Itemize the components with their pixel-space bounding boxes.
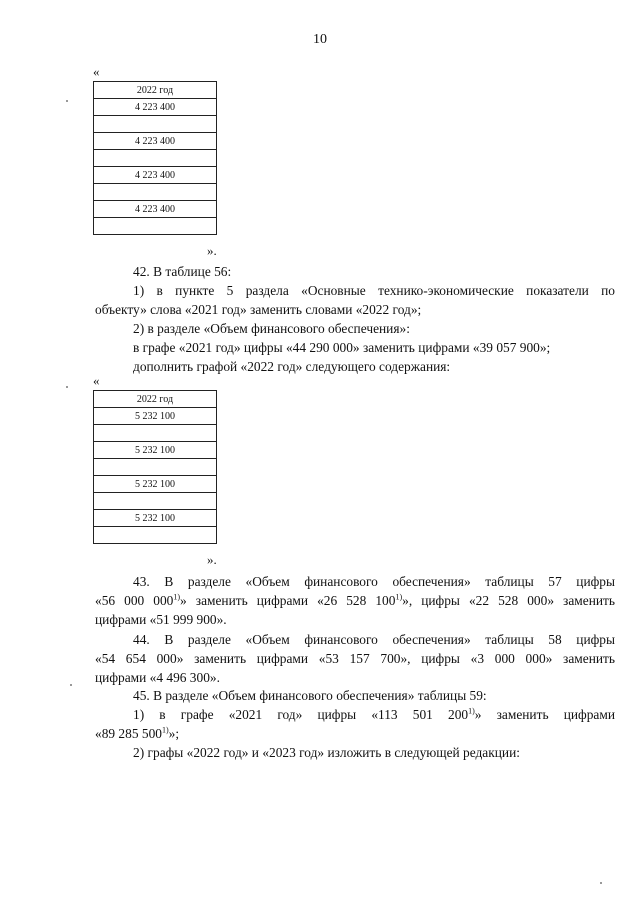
table-cell-empty bbox=[94, 493, 217, 510]
item-line: цифрами «51 999 900». bbox=[95, 612, 227, 627]
scan-speck bbox=[600, 882, 602, 884]
table-header: 2022 год bbox=[94, 391, 217, 408]
item-line: 1) в пункте 5 раздела «Основные технико-экономические показатели по bbox=[133, 283, 615, 298]
item-line: цифрами «4 496 300». bbox=[95, 670, 220, 685]
item-line: дополнить графой «2022 год» следующего содержания: bbox=[133, 359, 451, 374]
scan-speck bbox=[66, 100, 68, 102]
item-line: «54 654 000» заменить цифрами «53 157 700», цифры «3 000 000» заменить bbox=[95, 651, 615, 666]
paragraph-44 bbox=[95, 630, 615, 687]
table-header: 2022 год bbox=[94, 82, 217, 99]
item-title: 42. В таблице 56: bbox=[133, 264, 232, 279]
item-line: 2) в разделе «Объем финансового обеспечения»: bbox=[133, 321, 410, 336]
table-cell: 4 223 400 bbox=[94, 99, 217, 116]
paragraph-45 bbox=[95, 686, 615, 762]
table-2022-a bbox=[93, 81, 217, 235]
table-cell-empty bbox=[94, 459, 217, 476]
table-cell-empty bbox=[94, 218, 217, 235]
item-line: объекту» слова «2021 год» заменить словами «2022 год»; bbox=[95, 302, 422, 317]
table-cell-empty bbox=[94, 116, 217, 133]
table-cell-empty bbox=[94, 150, 217, 167]
table-cell: 4 223 400 bbox=[94, 133, 217, 150]
item-line: 2) графы «2022 год» и «2023 год» изложить в следующей редакции: bbox=[133, 745, 520, 760]
page-number: 10 bbox=[313, 32, 327, 47]
paragraph-43 bbox=[95, 572, 615, 629]
item-line: «56 000 000$^{1)}$» заменить цифрами «26 528 100$^{1)}$», цифры «22 528 000» заменить bbox=[95, 592, 615, 608]
item-line: 1) в графе «2021 год» цифры «113 501 200$^{1)}$» заменить цифрами bbox=[133, 706, 616, 722]
open-quote: « bbox=[93, 373, 100, 388]
table-cell-empty bbox=[94, 184, 217, 201]
table-cell: 5 232 100 bbox=[94, 408, 217, 425]
item-line: в графе «2021 год» цифры «44 290 000» заменить цифрами «39 057 900»; bbox=[133, 340, 551, 355]
item-line: «89 285 500$^{1)}$»; bbox=[95, 725, 180, 741]
scan-speck bbox=[66, 386, 68, 388]
open-quote: « bbox=[93, 64, 100, 79]
close-quote: ». bbox=[207, 552, 217, 567]
table-cell: 4 223 400 bbox=[94, 167, 217, 184]
close-quote: ». bbox=[207, 243, 217, 258]
table-cell-empty bbox=[94, 527, 217, 544]
item-title: 45. В разделе «Объем финансового обеспечения» таблицы 59: bbox=[133, 688, 487, 703]
table-2022-b bbox=[93, 390, 217, 544]
table-cell: 5 232 100 bbox=[94, 510, 217, 527]
table-cell-empty bbox=[94, 425, 217, 442]
table-cell: 4 223 400 bbox=[94, 201, 217, 218]
table-cell: 5 232 100 bbox=[94, 476, 217, 493]
table-cell: 5 232 100 bbox=[94, 442, 217, 459]
scan-speck bbox=[70, 684, 72, 686]
paragraph-42 bbox=[95, 262, 615, 376]
item-line: 43. В разделе «Объем финансового обеспечения» таблицы 57 цифры bbox=[133, 574, 615, 589]
item-line: 44. В разделе «Объем финансового обеспечения» таблицы 58 цифры bbox=[133, 632, 615, 647]
